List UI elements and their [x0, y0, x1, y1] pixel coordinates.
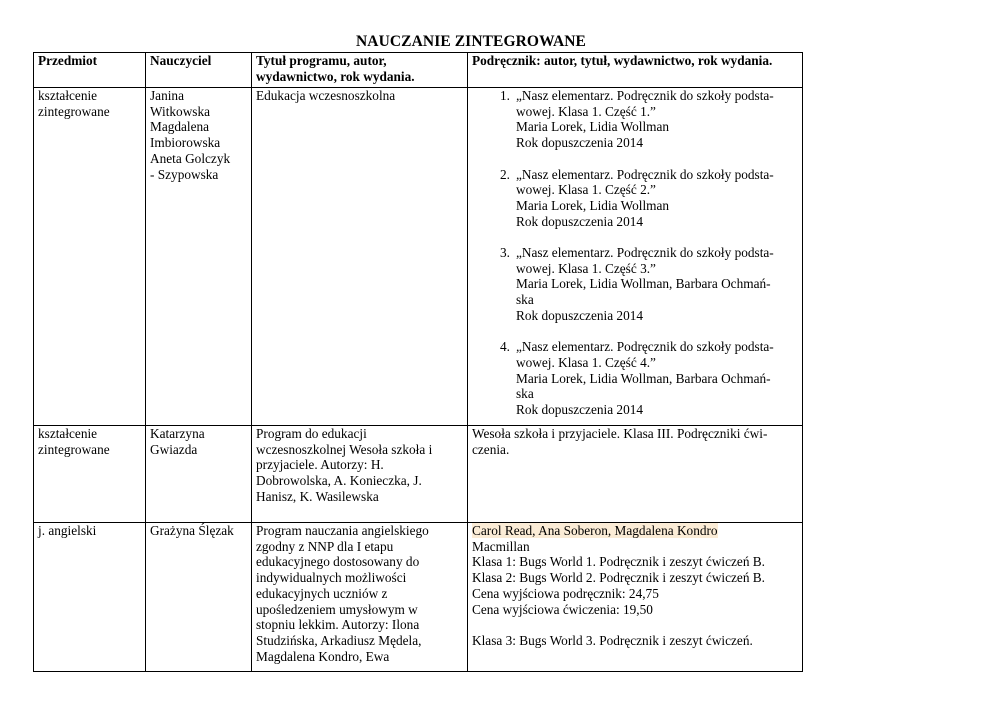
cell-teacher: Katarzyna Gwiazda [146, 426, 252, 523]
cell-program: Program do edukacji wczesnoszkolnej Wesoła szkoła i przyjaciele. Autorzy: H. Dobrowolska, A. Konieczka, J. Hanisz, K. Wasilewska [252, 426, 468, 523]
textbook-details-extra: Klasa 3: Bugs World 3. Podręcznik i zeszyt ćwiczeń. [472, 632, 753, 648]
table-row [34, 523, 803, 672]
list-number: 1. [500, 88, 510, 103]
list-item [472, 245, 798, 324]
cell-subject: j. angielski [34, 523, 146, 672]
textbook-details: Macmillan Klasa 1: Bugs World 1. Podręcznik i zeszyt ćwiczeń B. Klasa 2: Bugs World 2. Podręcznik i zeszyt ćwiczeń B. Cena wyjściowa podręcznik: 24,75 Cena wyjściowa ćwiczenia: 19,50 [472, 538, 765, 617]
list-item [472, 88, 798, 151]
table-row [34, 88, 803, 426]
list-item [472, 339, 798, 418]
textbook-list [472, 88, 798, 418]
blank-line [472, 617, 798, 633]
table-row [34, 426, 803, 523]
cell-subject: kształcenie zintegrowane [34, 88, 146, 426]
table-header-row [34, 53, 803, 88]
list-text: „Nasz elementarz. Podręcznik do szkoły podsta- wowej. Klasa 1. Część 3.” Maria Lorek, Lidia Wollman, Barbara Ochmań- ska Rok dopuszczenia 2014 [516, 245, 774, 323]
list-number: 4. [500, 339, 510, 355]
list-item [472, 167, 798, 230]
cell-textbook [468, 523, 803, 672]
list-text: „Nasz elementarz. Podręcznik do szkoły podsta- wowej. Klasa 1. Część 2.” Maria Lorek, Lidia Wollman Rok dopuszczenia 2014 [516, 166, 774, 229]
list-text: „Nasz elementarz. Podręcznik do szkoły podsta- wowej. Klasa 1. Część 1.” Maria Lorek, Lidia Wollman Rok dopuszczenia 2014 [516, 88, 774, 151]
cell-teacher: Grażyna Ślęzak [146, 523, 252, 672]
cell-program: Edukacja wczesnoszkolna [252, 88, 468, 426]
document-title: NAUCZANIE ZINTEGROWANE [356, 33, 586, 50]
header-program: Tytuł programu, autor, wydawnictwo, rok wydania. [252, 53, 468, 88]
cell-textbook [468, 88, 803, 426]
cell-teacher: Janina Witkowska Magdalena Imbiorowska Aneta Golczyk - Szypowska [146, 88, 252, 426]
cell-subject: kształcenie zintegrowane [34, 426, 146, 523]
list-text: „Nasz elementarz. Podręcznik do szkoły podsta- wowej. Klasa 1. Część 4.” Maria Lorek, Lidia Wollman, Barbara Ochmań- ska Rok dopuszczenia 2014 [516, 339, 774, 418]
highlighted-authors: Carol Read, Ana Soberon, Magdalena Kondro [472, 523, 718, 538]
cell-program: Program nauczania angielskiego zgodny z NNP dla I etapu edukacyjnego dostosowany do indywidualnych możliwości edukacyjnych uczniów z upośledzeniem umysłowym w stopniu lekkim. Autorzy: Ilona Studzińska, Arkadiusz Mędela, Magdalena Kondro, Ewa [252, 523, 468, 672]
list-number: 3. [500, 245, 510, 260]
list-number: 2. [500, 166, 510, 182]
cell-textbook: Wesoła szkoła i przyjaciele. Klasa III. Podręczniki ćwi- czenia. [468, 426, 803, 523]
header-teacher: Nauczyciel [146, 53, 252, 88]
header-subject: Przedmiot [34, 53, 146, 88]
header-textbook: Podręcznik: autor, tytuł, wydawnictwo, rok wydania. [468, 53, 803, 88]
curriculum-table [33, 52, 803, 672]
